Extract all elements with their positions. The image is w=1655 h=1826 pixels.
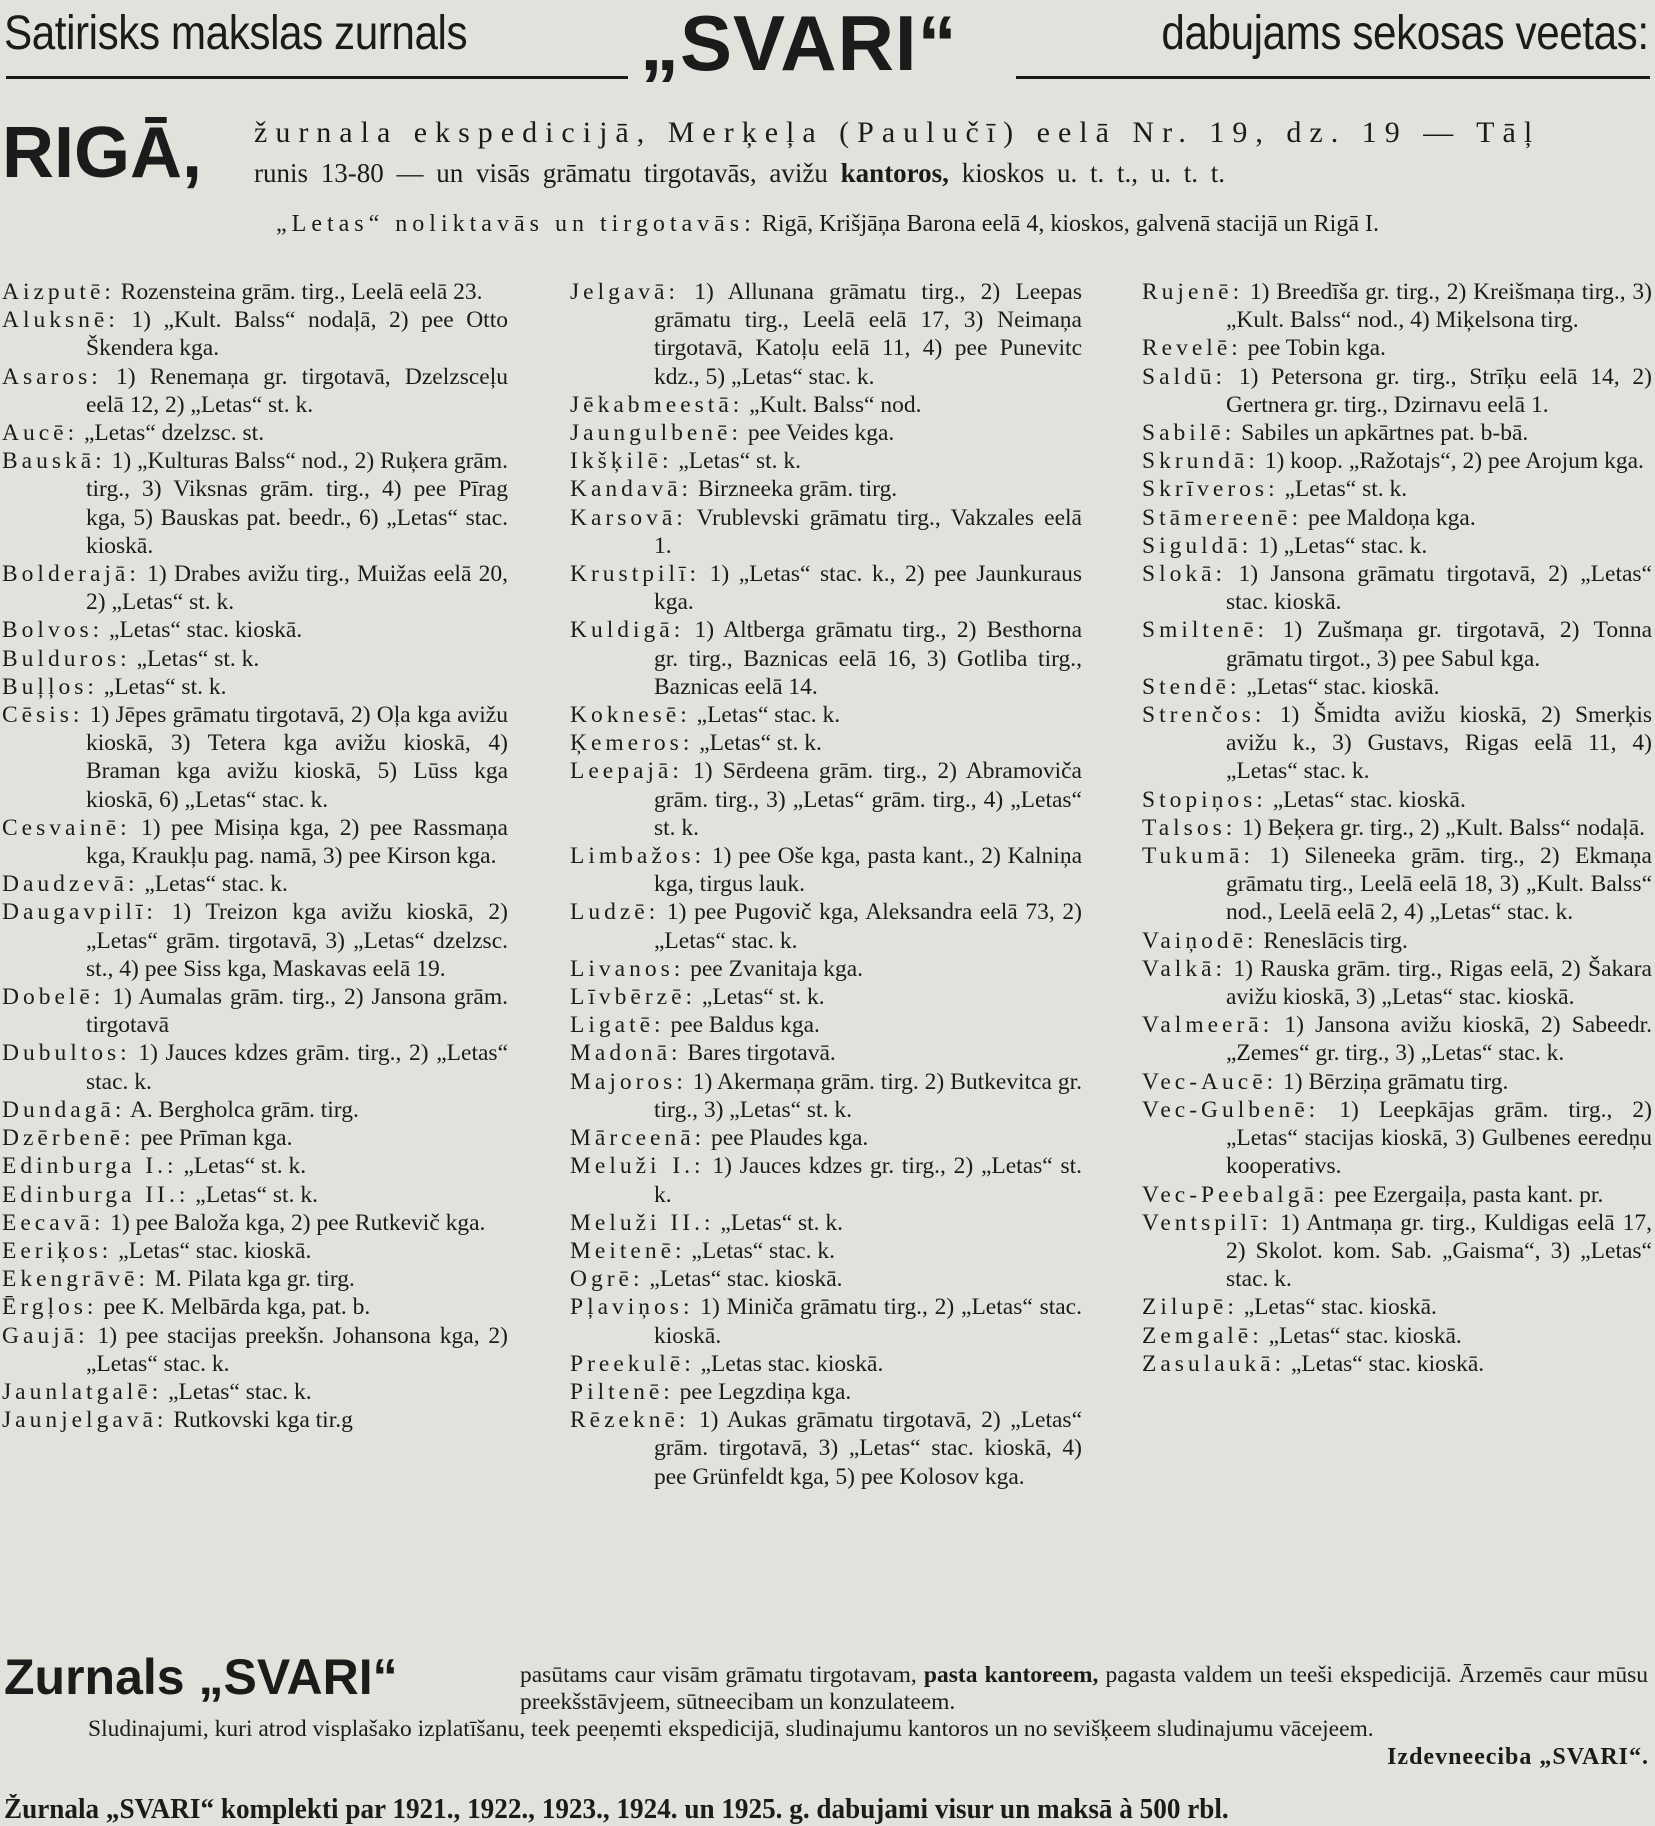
masthead-right: dabujams sekosas veetas: <box>1161 7 1649 60</box>
place-name: Madonā: <box>570 1040 682 1067</box>
place-name: Zilupē: <box>1142 1294 1238 1321</box>
place-entry <box>570 1265 1082 1293</box>
masthead-title: „SVARI“ <box>640 0 958 87</box>
places-columns <box>0 278 1655 1638</box>
place-details: „Kult. Balss“ nod. <box>743 391 922 418</box>
place-name: Dzērbenē: <box>2 1125 135 1152</box>
place-entry <box>570 983 1082 1011</box>
place-entry <box>570 447 1082 475</box>
place-details: pee Legzdiņa kga. <box>673 1378 852 1405</box>
place-details: 1) Jauces kdzes grām. tirg., 2) „Letas“ stac. k. <box>86 1040 508 1095</box>
place-name: Vec-Gulbenē: <box>1142 1096 1320 1123</box>
places-column-3 <box>1142 278 1652 1378</box>
place-name: Bolderajā: <box>2 561 140 588</box>
place-name: Limbažos: <box>570 843 706 870</box>
place-name: Vec-Peebalgā: <box>1142 1181 1329 1208</box>
place-details: 1) Aumalas grām. tirg., 2) Jansona grām. tirgotavā <box>86 984 508 1039</box>
place-details: 1) pee stacijas preekšn. Johansona kga, 2) „Letas“ stac. k. <box>86 1322 508 1377</box>
place-entry <box>1142 504 1652 532</box>
riga-line-2-c: kioskos u. t. t., u. t. t. <box>948 158 1225 188</box>
place-details: 1) Akermaņa grām. tirg. 2) Butkevitca gr. tirg., 3) „Letas“ st. k. <box>654 1068 1082 1123</box>
masthead-left: Satirisks makslas zurnals <box>4 7 468 60</box>
place-entry <box>570 842 1082 898</box>
place-details: M. Pilata kga gr. tirg. <box>149 1266 355 1293</box>
place-name: Ligatē: <box>570 1012 665 1039</box>
place-entry <box>2 1152 508 1180</box>
place-name: Dubultos: <box>2 1040 131 1067</box>
place-details: „Letas“ stac. kioskā. <box>1285 1350 1485 1377</box>
place-name: Livanos: <box>570 955 685 982</box>
place-details: pee Veides kga. <box>742 420 895 447</box>
place-details: 1) „Letas“ stac. k., 2) pee Jaunkuraus kga. <box>654 561 1082 616</box>
place-name: Gaujā: <box>2 1322 89 1349</box>
place-entry <box>570 701 1082 729</box>
place-entry <box>2 983 508 1039</box>
place-name: Aucē: <box>2 420 79 447</box>
place-name: Majoros: <box>570 1068 687 1095</box>
place-name: Edinburga II.: <box>2 1181 190 1208</box>
place-entry <box>1142 1293 1652 1321</box>
footer-last-line: Žurnala „SVARI“ komplekti par 1921., 1922., 1923., 1924. un 1925. g. dabujami visur un maksā à 500 rbl. <box>4 1794 1229 1825</box>
place-name: Slokā: <box>1142 561 1227 588</box>
place-details: 1) pee Pugovič kga, Aleksandra eelā 73, 2) „Letas“ stac. k. <box>654 899 1082 954</box>
place-name: Līvbērzē: <box>570 984 697 1011</box>
place-name: Zasulaukā: <box>1142 1350 1286 1377</box>
place-details: „Letas“ stac. kioskā. <box>1262 1322 1462 1349</box>
place-entry <box>2 447 508 560</box>
place-details: 1) Sērdeena grām. tirg., 2) Abramoviča grām. tirg., 3) „Letas“ grām. tirg., 4) „Letas“ st. k. <box>654 758 1082 841</box>
place-entry <box>570 1152 1082 1208</box>
place-details: 1) „Letas“ stac. k. <box>1252 532 1428 559</box>
place-details: „Letas stac. kioskā. <box>694 1350 884 1377</box>
letas-line-text: Rigā, Krišjāņa Barona eelā 4, kioskos, galvenā stacijā un Rigā I. <box>755 211 1379 237</box>
place-entry <box>1142 927 1652 955</box>
place-entry <box>1142 1068 1652 1096</box>
place-name: Pļaviņos: <box>570 1294 694 1321</box>
place-details: 1) Jansona grāmatu tirgotavā, 2) „Letas“ stac. kioskā. <box>1226 561 1652 616</box>
place-name: Tukumā: <box>1142 843 1255 870</box>
place-name: Talsos: <box>1142 814 1237 841</box>
place-entry <box>570 1378 1082 1406</box>
place-name: Dobelē: <box>2 984 105 1011</box>
place-name: Daudzevā: <box>2 871 139 898</box>
place-details: 1) pee Baloža kga, 2) pee Rutkevič kga. <box>104 1209 486 1236</box>
place-details: 1) pee Oše kga, pasta kant., 2) Kalniņa kga, tirgus lauk. <box>654 843 1082 898</box>
place-entry <box>1142 560 1652 616</box>
footer-title: Zurnals „SVARI“ <box>4 1649 398 1705</box>
place-name: Bauskā: <box>2 448 106 475</box>
place-entry <box>570 1039 1082 1067</box>
place-entry <box>570 504 1082 560</box>
place-name: Ikšķilē: <box>570 448 673 475</box>
place-entry <box>2 419 508 447</box>
place-entry <box>1142 1096 1652 1181</box>
place-entry <box>2 278 508 306</box>
riga-block <box>2 112 1652 192</box>
place-entry <box>570 757 1082 842</box>
place-name: Ludzē: <box>570 899 660 926</box>
place-entry <box>1142 334 1652 362</box>
place-name: Jēkabmeestā: <box>570 391 744 418</box>
place-name: Jaunjelgavā: <box>2 1407 168 1434</box>
place-entry <box>1142 616 1652 672</box>
place-details: „Letas“ stac. kioskā. <box>112 1237 312 1264</box>
place-entry <box>570 1350 1082 1378</box>
riga-line-2-a: runis 13-80 — un visās grāmatu tirgotavās, avižu <box>254 158 841 188</box>
place-details: „Letas“ stac. k. <box>138 871 288 898</box>
place-name: Skrundā: <box>1142 448 1259 475</box>
place-details: pee Ezergaiļa, pasta kant. pr. <box>1328 1181 1604 1208</box>
place-entry <box>2 306 508 362</box>
place-details: A. Bergholca grām. tirg. <box>125 1096 359 1123</box>
place-name: Ērgļos: <box>2 1294 98 1321</box>
place-details: pee Maldoņa kga. <box>1302 504 1476 531</box>
place-entry <box>1142 701 1652 786</box>
place-name: Eeriķos: <box>2 1237 113 1264</box>
place-details: Rutkovski kga tir.g <box>167 1407 353 1434</box>
place-name: Kandavā: <box>570 476 693 503</box>
place-entry <box>570 616 1082 701</box>
place-entry <box>570 1011 1082 1039</box>
place-name: Jaungulbenē: <box>570 420 742 447</box>
place-name: Zemgalē: <box>1142 1322 1263 1349</box>
place-entry <box>2 1237 508 1265</box>
place-name: Edinburga I.: <box>2 1153 178 1180</box>
place-name: Jelgavā: <box>570 279 679 305</box>
place-entry <box>2 1039 508 1095</box>
place-details: 1) „Kulturas Balss“ nod., 2) Ruķera grām. tirg., 3) Viksnas grām. tirg., 4) pee Pīrag kga, 5) Bauskas pat. beedr., 6) „Letas“ stac. kioskā. <box>86 448 508 559</box>
place-details: „Letas“ st. k. <box>130 645 260 672</box>
place-details: 1) Breedīša gr. tirg., 2) Kreišmaņa tirg., 3) „Kult. Balss“ nod., 4) Miķelsona tirg. <box>1226 279 1652 334</box>
place-entry <box>1142 1209 1652 1294</box>
place-name: Cēsis: <box>2 702 84 729</box>
place-entry <box>2 701 508 814</box>
place-name: Meluži II.: <box>570 1209 715 1236</box>
place-entry <box>1142 1322 1652 1350</box>
place-name: Preekulē: <box>570 1350 695 1377</box>
place-details: 1) Sileneeka grām. tirg., 2) Ekmaņa grāmatu tirg., Leelā eelā 18, 3) „Kult. Balss“ nod., Leelā eelā 2, 4) „Letas“ stac. k. <box>1226 843 1652 926</box>
place-details: „Letas“ stac. kioskā. <box>1237 1294 1437 1321</box>
place-entry <box>1142 673 1652 701</box>
riga-line-2 <box>254 158 1225 189</box>
letas-line <box>0 211 1655 238</box>
place-name: Kuldigā: <box>570 617 685 644</box>
place-name: Eecavā: <box>2 1209 105 1236</box>
place-details: 1) Bērziņa grāmatu tirg. <box>1277 1068 1509 1095</box>
masthead <box>0 0 1655 87</box>
place-entry <box>570 391 1082 419</box>
place-details: „Letas“ st. k. <box>1278 476 1408 503</box>
place-name: Dundagā: <box>2 1096 126 1123</box>
place-entry <box>2 1265 508 1293</box>
place-entry <box>2 1378 508 1406</box>
place-name: Piltenē: <box>570 1378 674 1405</box>
place-entry <box>570 1124 1082 1152</box>
place-entry <box>570 475 1082 503</box>
place-name: Skrīveros: <box>1142 476 1279 503</box>
place-entry <box>2 814 508 870</box>
place-details: 1) Miniča grāmatu tirg., 2) „Letas“ stac. kioskā. <box>654 1294 1082 1349</box>
place-details: 1) Petersona gr. tirg., Strīķu eelā 14, 2) Gertnera gr. tirg., Dzirnavu eelā 1. <box>1226 363 1652 418</box>
place-name: Siguldā: <box>1142 532 1253 559</box>
place-details: „Letas“ stac. kioskā. <box>103 617 303 644</box>
place-details: „Letas“ st. k. <box>714 1209 844 1236</box>
place-details: Reneslācis tirg. <box>1257 927 1408 954</box>
place-details: „Letas“ stac. kioskā. <box>1240 673 1440 700</box>
place-entry <box>1142 1181 1652 1209</box>
place-name: Cesvainē: <box>2 814 131 841</box>
place-entry <box>2 1181 508 1209</box>
place-entry <box>570 1293 1082 1349</box>
place-details: Rozensteina grām. tirg., Leelā eelā 23. <box>114 279 483 305</box>
place-details: 1) Šmidta avižu kioskā, 2) Smerķis avižu k., 3) Gustavs, Rigas eelā 11, 4) „Letas“ stac. k. <box>1226 702 1652 785</box>
place-details: 1) Allunana grāmatu tirg., 2) Leepas grāmatu tirg., Leelā eelā 17, 3) Neimaņa tirgotavā, Katoļu eelā 11, 4) pee Punevitc kdz., 5) „Letas“ stac. k. <box>654 279 1082 390</box>
place-entry <box>2 616 508 644</box>
place-name: Rujenē: <box>1142 279 1244 305</box>
place-name: Stendē: <box>1142 673 1241 700</box>
place-name: Ogrē: <box>570 1266 644 1293</box>
place-entry <box>2 1209 508 1237</box>
place-details: 1) Jauces kdzes gr. tirg., 2) „Letas“ st. k. <box>654 1153 1083 1208</box>
place-details: pee Zvanitaja kga. <box>684 955 864 982</box>
places-column-1 <box>2 278 508 1434</box>
place-name: Stopiņos: <box>1142 786 1267 813</box>
letas-line-label: „Letas“ noliktavās un tirgotavās: <box>276 211 756 237</box>
place-name: Koknesē: <box>570 702 691 729</box>
place-name: Krustpilī: <box>570 561 701 588</box>
place-entry <box>1142 475 1652 503</box>
place-name: Bolvos: <box>2 617 104 644</box>
place-entry <box>1142 278 1652 334</box>
place-details: „Letas“ stac. kioskā. <box>1266 786 1466 813</box>
riga-line-2-b: kantoros, <box>840 158 949 188</box>
place-entry <box>2 870 508 898</box>
place-entry <box>1142 1011 1652 1067</box>
place-details: „Letas“ dzelzsc. st. <box>78 420 265 447</box>
place-entry <box>2 560 508 616</box>
place-entry <box>570 1237 1082 1265</box>
place-details: „Letas“ st. k. <box>97 673 227 700</box>
place-details: Bares tirgotavā. <box>681 1040 836 1067</box>
place-details: „Letas“ st. k. <box>696 984 825 1011</box>
place-details: 1) Jansona avižu kioskā, 2) Sabeedr. „Zemes“ gr. tirg., 3) „Letas“ stac. k. <box>1226 1012 1652 1067</box>
place-entry <box>570 955 1082 983</box>
place-details: 1) Antmaņa gr. tirg., Kuldigas eelā 17, 2) Skolot. kom. Sab. „Gaisma“, 3) „Letas“ stac. k. <box>1226 1209 1652 1293</box>
place-name: Vaiņodē: <box>1142 927 1258 954</box>
place-name: Buļļos: <box>2 673 98 700</box>
place-details: Vrublevski grāmatu tirg., Vakzales eelā 1. <box>654 504 1082 559</box>
place-name: Ekengrāvē: <box>2 1266 150 1293</box>
riga-line-1: žurnala ekspedicijā, Merķeļa (Paulučī) eelā Nr. 19, dz. 19 — Tāļ <box>254 116 1541 149</box>
place-entry <box>2 1124 508 1152</box>
place-details: 1) Leepkājas grām. tirg., 2) „Letas“ stacijas kioskā, 3) Gulbenes eeredņu kooperativs. <box>1226 1096 1652 1180</box>
place-details: „Letas“ stac. k. <box>162 1378 312 1405</box>
masthead-rule-left <box>6 76 628 79</box>
place-details: 1) Zušmaņa gr. tirgotavā, 2) Tonna grāmatu tirgot., 3) pee Sabul kga. <box>1226 617 1652 672</box>
place-name: Rēzeknē: <box>570 1407 690 1434</box>
place-entry <box>570 560 1082 616</box>
place-entry <box>2 645 508 673</box>
place-entry <box>1142 786 1652 814</box>
place-name: Meitenē: <box>570 1237 686 1264</box>
place-details: „Letas“ st. k. <box>177 1153 307 1180</box>
place-entry <box>570 1068 1082 1124</box>
place-name: Sabilē: <box>1142 420 1236 447</box>
place-entry <box>1142 419 1652 447</box>
place-entry <box>1142 447 1652 475</box>
place-name: Daugavpilī: <box>2 899 157 926</box>
place-name: Revelē: <box>1142 335 1242 362</box>
place-name: Bulduros: <box>2 645 131 672</box>
place-details: 1) Altberga grāmatu tirg., 2) Besthorna gr. tirg., Baznicas eelā 16, 3) Gotliba tirg., Baznicas eelā 14. <box>654 617 1082 700</box>
place-entry <box>1142 955 1652 1011</box>
place-details: 1) Beķera gr. tirg., 2) „Kult. Balss“ nodaļā. <box>1236 814 1646 841</box>
place-entry <box>2 1322 508 1378</box>
place-details: 1) Drabes avižu tirg., Muižas eelā 20, 2) „Letas“ st. k. <box>86 561 508 616</box>
place-details: „Letas“ stac. kioskā. <box>643 1266 843 1293</box>
place-details: „Letas“ st. k. <box>189 1181 318 1208</box>
place-name: Smiltenē: <box>1142 617 1269 644</box>
place-name: Vec-Aucē: <box>1142 1068 1278 1095</box>
place-details: 1) pee Misiņa kga, 2) pee Rassmaņa kga, Kraukļu pag. namā, 3) pee Kirson kga. <box>86 814 508 870</box>
place-details: „Letas“ st. k. <box>672 448 802 475</box>
place-entry <box>2 1293 508 1321</box>
place-entry <box>2 363 508 419</box>
place-details: pee Baldus kga. <box>664 1012 820 1039</box>
place-entry <box>570 419 1082 447</box>
place-entry <box>570 1406 1082 1491</box>
place-details: Sabiles un apkārtnes pat. b-bā. <box>1235 420 1529 447</box>
place-entry <box>570 278 1082 391</box>
footer-text-2: Sludinajumi, kuri atrod visplašako izplatīšanu, teek peeņemti ekspedicijā, sludinajumu kantoros un no sevišķeem sludinajumu vācejeem. <box>88 1716 1374 1742</box>
place-details: pee K. Melbārda kga, pat. b. <box>97 1294 371 1321</box>
place-details: 1) Treizon kga avižu kioskā, 2) „Letas“ grām. tirgotavā, 3) „Letas“ dzelzsc. st., 4) pee Siss kga, Maskavas eelā 19. <box>86 899 508 982</box>
place-details: 1) Rauska grām. tirg., Rigas eelā, 2) Šakara avižu kioskā, 3) „Letas“ stac. kioskā. <box>1226 955 1652 1011</box>
place-name: Jaunlatgalē: <box>2 1378 163 1405</box>
place-entry <box>2 673 508 701</box>
place-entry <box>1142 814 1652 842</box>
place-details: 1) Aukas grāmatu tirgotavā, 2) „Letas“ grām. tirgotavā, 3) „Letas“ stac. kioskā, 4) pee Grünfeldt kga, 5) pee Kolosov kga. <box>654 1407 1082 1490</box>
publisher: Izdevneeciba „SVARI“. <box>1387 1744 1649 1770</box>
place-details: 1) „Kult. Balss“ nodaļā, 2) pee Otto Škendera kga. <box>86 307 508 362</box>
place-entry <box>570 898 1082 954</box>
place-name: Aluksnē: <box>2 307 119 334</box>
place-name: Leepajā: <box>570 758 683 785</box>
place-details: 1) koop. „Ražotajs“, 2) pee Arojum kga. <box>1258 448 1644 475</box>
place-name: Saldū: <box>1142 363 1227 390</box>
place-name: Ķemeros: <box>570 730 694 757</box>
place-details: Birzneeka grām. tirg. <box>692 476 898 503</box>
place-details: 1) Renemaņa gr. tirgotavā, Dzelzsceļu eelā 12, 2) „Letas“ st. k. <box>86 363 508 418</box>
place-details: pee Tobin kga. <box>1241 335 1386 362</box>
place-entry <box>570 729 1082 757</box>
riga-heading: RIGĀ, <box>2 113 203 193</box>
place-name: Strenčos: <box>1142 702 1266 729</box>
place-name: Stāmereenē: <box>1142 504 1303 531</box>
place-name: Asaros: <box>2 363 102 390</box>
place-name: Ventspilī: <box>1142 1209 1273 1236</box>
place-entry <box>570 1209 1082 1237</box>
place-entry <box>1142 842 1652 927</box>
place-name: Aizputē: <box>2 279 115 305</box>
place-name: Meluži I.: <box>570 1153 705 1180</box>
footer-text-1-a: pasūtams caur visām grāmatu tirgotavam, <box>520 1662 924 1688</box>
place-entry <box>1142 363 1652 419</box>
place-name: Mārceenā: <box>570 1125 706 1152</box>
place-details: „Letas“ st. k. <box>693 730 822 757</box>
place-name: Karsovā: <box>570 504 687 531</box>
footer-text-1-b: pasta kantoreem, <box>923 1662 1099 1688</box>
footer-text-1-c: pagasta valdem un teeši ekspedicijā. Ārzemēs caur mūsu preekšstāvjeem, sūtneecibam un konzulateem. <box>520 1662 1649 1715</box>
place-details: pee Prīman kga. <box>134 1125 293 1152</box>
masthead-rule-right <box>1016 76 1650 79</box>
place-entry <box>2 1096 508 1124</box>
place-entry <box>1142 1350 1652 1378</box>
place-entry <box>2 898 508 983</box>
place-name: Valmeerā: <box>1142 1012 1274 1039</box>
place-details: „Letas“ stac. k. <box>685 1237 835 1264</box>
places-column-2 <box>570 278 1082 1491</box>
place-entry <box>2 1406 508 1434</box>
place-details: „Letas“ stac. k. <box>690 702 841 729</box>
place-details: 1) Jēpes grāmatu tirgotavā, 2) Oļa kga avižu kioskā, 3) Tetera kga avižu kioskā, 4) Braman kga avižu kioskā, 5) Lūss kga kioskā, 6) „Letas“ stac. k. <box>83 702 508 813</box>
footer-text-1 <box>520 1662 1648 1716</box>
place-details: pee Plaudes kga. <box>705 1125 869 1152</box>
place-entry <box>1142 532 1652 560</box>
place-name: Valkā: <box>1142 955 1227 982</box>
